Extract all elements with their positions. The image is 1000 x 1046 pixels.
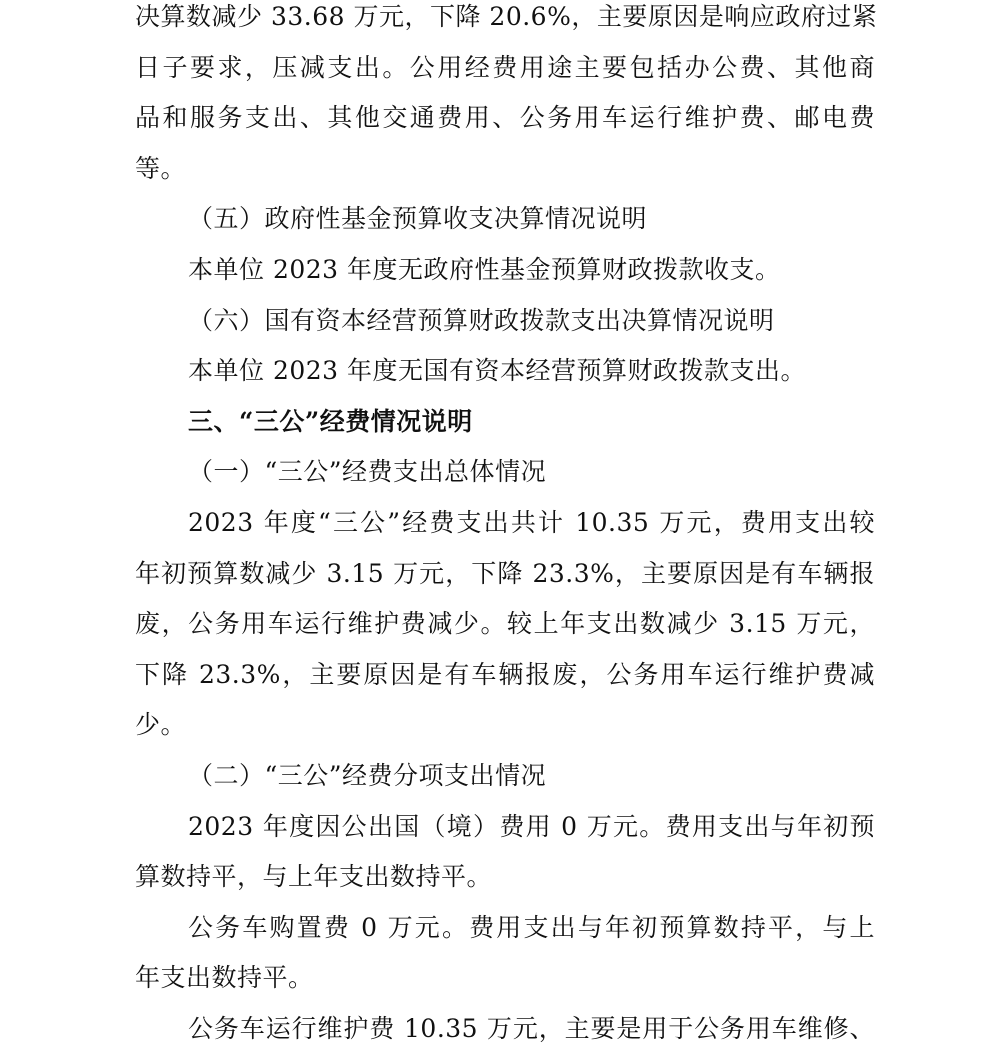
paragraph-line: 公务车购置费 0 万元。费用支出与年初预算数持平，与上 [188, 913, 875, 942]
paragraph-line: 本单位 2023 年度无国有资本经营预算财政拨款支出。 [188, 356, 807, 385]
paragraph-line: 决算数减少 33.68 万元，下降 20.6%，主要原因是响应政府过紧 [135, 2, 878, 31]
paragraph-line: 算数持平，与上年支出数持平。 [135, 862, 493, 891]
paragraph-line: 公务车运行维护费 10.35 万元，主要是用于公务用车维修、 [188, 1014, 875, 1043]
paragraph-line: 少。 [135, 710, 187, 739]
section-heading: （六）国有资本经营预算财政拨款支出决算情况说明 [188, 306, 775, 335]
paragraph-line: 年初预算数减少 3.15 万元，下降 23.3%，主要原因是有车辆报 [135, 559, 875, 588]
paragraph-line: 日子要求，压减支出。公用经费用途主要包括办公费、其他商 [135, 53, 875, 82]
paragraph-line: 2023 年度“三公”经费支出共计 10.35 万元，费用支出较 [188, 508, 875, 537]
chapter-heading: 三、“三公”经费情况说明 [188, 407, 473, 436]
paragraph-line: 废，公务用车运行维护费减少。较上年支出数减少 3.15 万元， [135, 609, 875, 638]
section-heading: （一）“三公”经费支出总体情况 [188, 457, 547, 486]
paragraph-line: 2023 年度因公出国（境）费用 0 万元。费用支出与年初预 [188, 812, 875, 841]
paragraph-line: 年支出数持平。 [135, 963, 314, 992]
paragraph-line: 等。 [135, 154, 187, 183]
section-heading: （五）政府性基金预算收支决算情况说明 [188, 204, 648, 233]
paragraph-line: 本单位 2023 年度无政府性基金预算财政拨款收支。 [188, 255, 781, 284]
paragraph-line: 品和服务支出、其他交通费用、公务用车运行维护费、邮电费 [135, 103, 875, 132]
paragraph-line: 下降 23.3%，主要原因是有车辆报废，公务用车运行维护费减 [135, 660, 875, 689]
section-heading: （二）“三公”经费分项支出情况 [188, 761, 547, 790]
